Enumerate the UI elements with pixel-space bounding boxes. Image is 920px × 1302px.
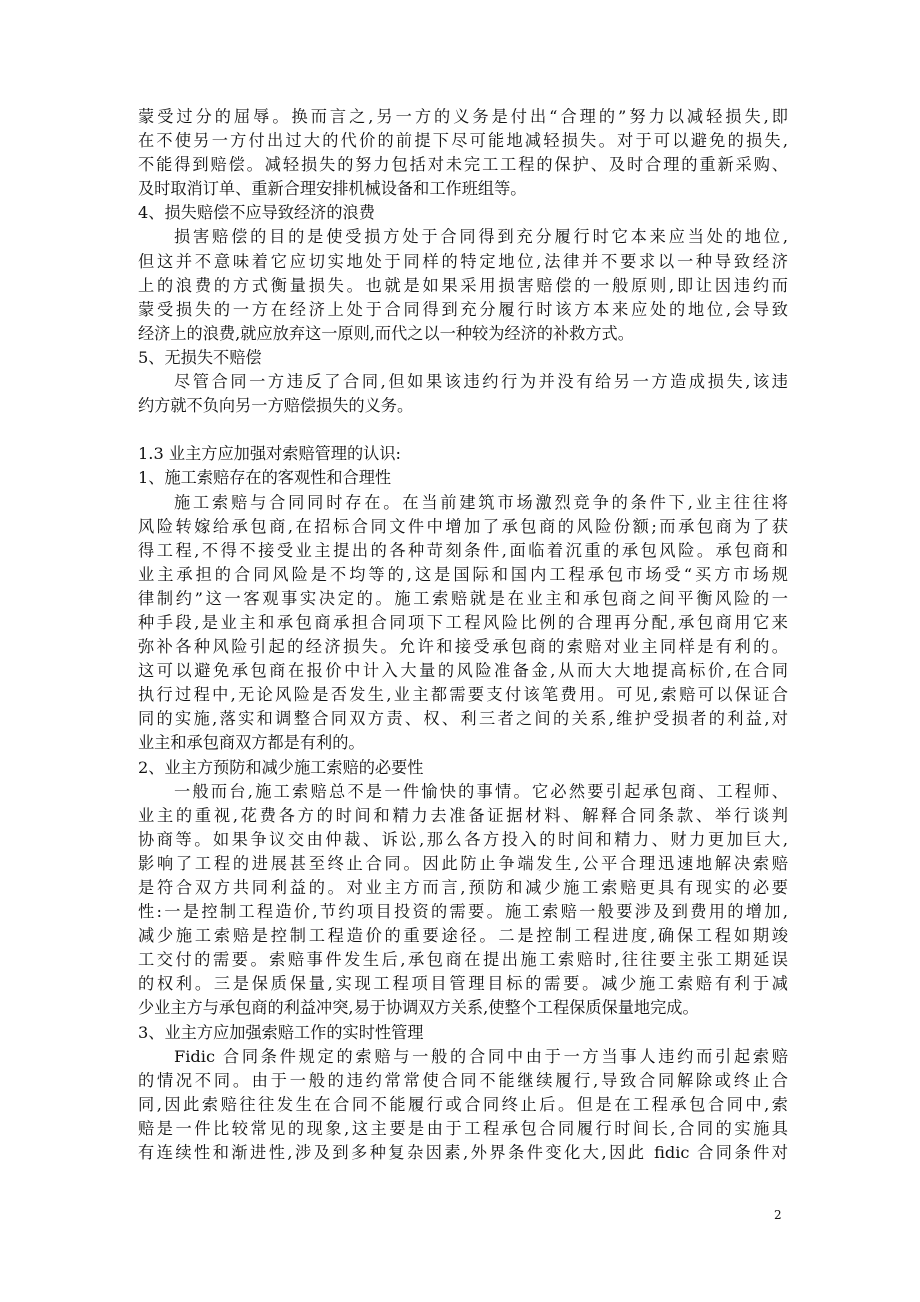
page-number: 2	[774, 1208, 782, 1222]
section-heading: 5、无损失不赔偿	[138, 347, 262, 367]
text-line: 同,因此索赔往往发生在合同不能履行或合同终止后。但是在工程承包合同中,索	[138, 1094, 788, 1114]
text-line: 协商等。如果争议交由仲裁、诉讼,那么各方投入的时间和精力、财力更加巨大,	[138, 829, 788, 849]
text-line: 及时取消订单、重新合理安排机械设备和工作班组等。	[138, 179, 527, 199]
text-line: 弥补各种风险引起的经济损失。允许和接受承包商的索赔对业主同样是有利的。	[138, 637, 788, 657]
text-line: 经济上的浪费,就应放弃这一原则,而代之以一种较为经济的补救方式。	[138, 323, 634, 343]
text-line: Fidic 合同条件规定的索赔与一般的合同中由于一方当事人违约而引起索赔	[174, 1046, 788, 1066]
text-line: 一般而台,施工索赔总不是一件愉快的事情。它必然要引起承包商、工程师、	[174, 781, 788, 801]
section-heading: 3、业主方应加强索赔工作的实时性管理	[138, 1022, 424, 1042]
text-line: 损害赔偿的目的是使受损方处于合同得到充分履行时它本来应当处的地位,	[174, 227, 788, 247]
text-line: 性:一是控制工程造价,节约项目投资的需要。施工索赔一般要涉及到费用的增加,	[138, 902, 788, 922]
section-heading: 1、施工索赔存在的客观性和合理性	[138, 468, 392, 488]
text-line: 少业主方与承包商的利益冲突,易于协调双方关系,使整个工程保质保量地完成。	[138, 998, 699, 1018]
text-line: 种手段,是业主和承包商承担合同项下工程风险比例的合理再分配,承包商用它来	[138, 612, 788, 632]
paragraph	[138, 105, 788, 201]
text-line: 的权利。三是保质保量,实现工程项目管理目标的需要。减少施工索赔有利于减	[138, 974, 788, 994]
paragraph	[138, 370, 788, 418]
section-heading: 4、损失赔偿不应导致经济的浪费	[138, 203, 375, 223]
text-line: 不能得到赔偿。减轻损失的努力包括对未完工工程的保护、及时合理的重新采购、	[138, 155, 788, 175]
paragraph	[138, 1045, 788, 1165]
text-line: 工交付的需要。索赔事件发生后,承包商在提出施工索赔时,往往要主张工期延误	[138, 950, 788, 970]
text-line: 尽管合同一方违反了合同,但如果该违约行为并没有给另一方造成损失,该违	[174, 372, 788, 392]
text-line: 得工程,不得不接受业主提出的各种苛刻条件,面临着沉重的承包风险。承包商和	[138, 540, 788, 560]
text-line: 上的浪费的方式衡量损失。也就是如果采用损害赔偿的一般原则,即让因违约而	[138, 275, 788, 295]
text-line: 减少施工索赔是控制工程造价的重要途径。二是控制工程进度,确保工程如期竣	[138, 926, 788, 946]
text-line: 业主承担的合同风险是不均等的,这是国际和国内工程承包市场受“买方市场规	[138, 564, 788, 584]
paragraph	[138, 225, 788, 345]
text-line: 同的实施,落实和调整合同双方责、权、利三者之间的关系,维护受损者的利益,对	[138, 709, 788, 729]
paragraph	[138, 491, 788, 756]
text-line: 业主和承包商双方都是有利的。	[138, 733, 365, 753]
text-line: 在不使另一方付出过大的代价的前提下尽可能地减轻损失。对于可以避免的损失,	[138, 131, 788, 151]
text-line: 的情况不同。由于一般的违约常常使合同不能继续履行,导致合同解除或终止合	[138, 1070, 788, 1090]
text-line: 蒙受过分的屈辱。换而言之,另一方的义务是付出“合理的”努力以减轻损失,即	[138, 107, 788, 126]
section-heading: 2、业主方预防和减少施工索赔的必要性	[138, 757, 424, 777]
section-heading: 1.3 业主方应加强对索赔管理的认识:	[138, 444, 401, 464]
blank-line	[138, 418, 788, 442]
text-line: 约方就不负向另一方赔偿损失的义务。	[138, 396, 414, 416]
text-line: 这可以避免承包商在报价中计入大量的风险准备金,从而大大地提高标价,在合同	[138, 661, 788, 681]
text-line: 影响了工程的进展甚至终止合同。因此防止争端发生,公平合理迅速地解决索赔	[138, 853, 788, 873]
text-line: 施工索赔与合同同时存在。在当前建筑市场激烈竞争的条件下,业主往往将	[174, 492, 788, 512]
text-line: 有连续性和渐进性,涉及到多种复杂因素,外界条件变化大,因此 fidic 合同条件对	[138, 1143, 788, 1163]
text-line: 律制约”这一客观事实决定的。施工索赔就是在业主和承包商之间平衡风险的一	[138, 588, 788, 608]
text-line: 但这并不意味着它应切实地处于同样的特定地位,法律并不要求以一种导致经济	[138, 251, 788, 271]
text-line: 蒙受损失的一方在经济上处于合同得到充分履行时该方本来应处的地位,会导致	[138, 299, 788, 319]
text-line: 赔是一件比较常见的现象,这主要是由于工程承包合同履行时间长,合同的实施具	[138, 1118, 788, 1138]
paragraph	[138, 780, 788, 1021]
document-page	[138, 105, 788, 1165]
text-line: 是符合双方共同利益的。对业主方而言,预防和减少施工索赔更具有现实的必要	[138, 878, 788, 897]
text-line: 业主的重视,花费各方的时间和精力去准备证据材料、解释合同条款、举行谈判	[138, 805, 788, 825]
text-line: 执行过程中,无论风险是否发生,业主都需要支付该笔费用。可见,索赔可以保证合	[138, 685, 788, 705]
text-line: 风险转嫁给承包商,在招标合同文件中增加了承包商的风险份额;而承包商为了获	[138, 516, 788, 536]
